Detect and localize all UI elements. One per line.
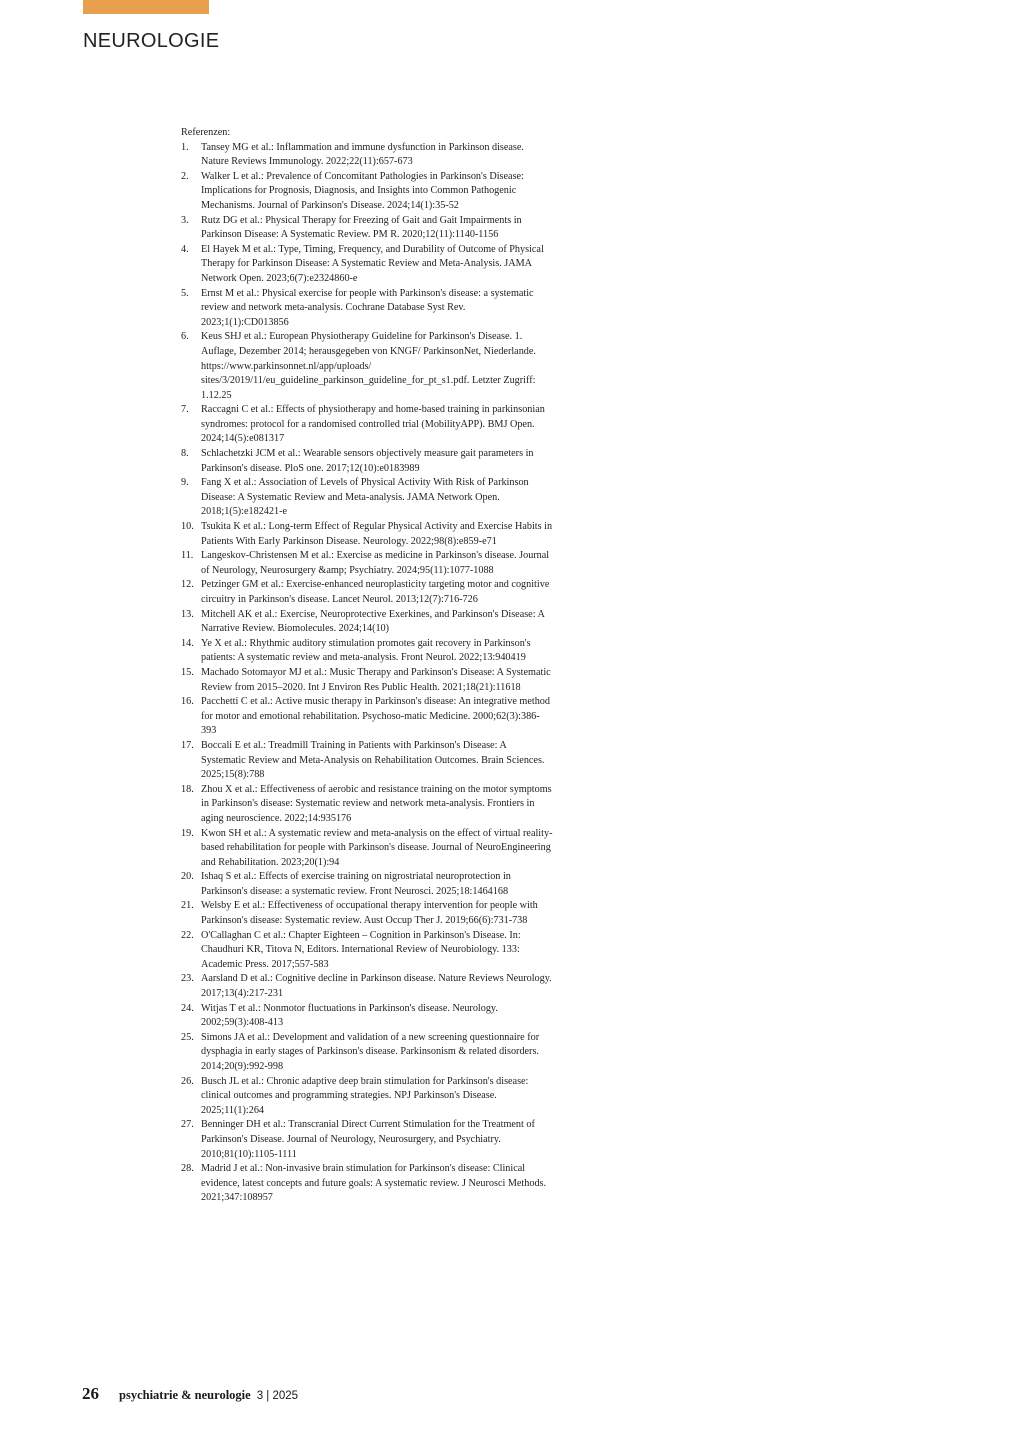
- reference-item: [181, 739, 553, 783]
- reference-item: [181, 695, 553, 739]
- reference-item: [181, 929, 553, 973]
- reference-text: Zhou X et al.: Effectiveness of aerobic and resistance training on the motor symptoms in Parkinson's disease: Systematic review and network meta-analysis. Frontiers in aging neuroscience. 2022;14:935176: [201, 783, 552, 824]
- reference-item: [181, 1118, 553, 1162]
- reference-text: Busch JL et al.: Chronic adaptive deep brain stimulation for Parkinson's disease: clinical outcomes and programming strategies. NPJ Parkinson's Disease. 2025;11(1):264: [201, 1075, 529, 1116]
- journal-name: psychiatrie & neurologie: [119, 1388, 251, 1402]
- reference-text: Simons JA et al.: Development and validation of a new screening questionnaire for dysphagia in early stages of Parkinson's disease. Parkinsonism & related disorders. 2014;20(9):992-998: [201, 1031, 540, 1072]
- reference-number: 16.: [181, 696, 194, 708]
- reference-number: 13.: [181, 608, 194, 620]
- reference-text: El Hayek M et al.: Type, Timing, Frequency, and Durability of Outcome of Physical Therapy for Parkinson Disease: A Systematic Review and Meta-Analysis. JAMA Network Open. 2023;6(7):e2324860-e: [201, 243, 544, 284]
- reference-text: Ye X et al.: Rhythmic auditory stimulation promotes gait recovery in Parkinson's patients: A systematic review and meta-analysis. Front Neurol. 2022;13:940419: [201, 637, 531, 664]
- reference-number: 25.: [181, 1031, 194, 1043]
- reference-item: [181, 1002, 553, 1031]
- reference-number: 7.: [181, 404, 189, 416]
- references-list: [181, 141, 553, 1206]
- page-footer: [82, 1384, 298, 1404]
- reference-number: 9.: [181, 477, 189, 489]
- reference-number: 5.: [181, 287, 189, 299]
- reference-text: Machado Sotomayor MJ et al.: Music Therapy and Parkinson's Disease: A Systematic Review from 2015–2020. Int J Environ Res Public Health. 2021;18(21):11618: [201, 666, 551, 693]
- issue-label: 3 | 2025: [256, 1390, 299, 1402]
- reference-text: Schlachetzki JCM et al.: Wearable sensors objectively measure gait parameters in Parkinson's disease. PloS one. 2017;12(10):e0183989: [201, 448, 534, 474]
- reference-number: 3.: [181, 214, 189, 226]
- reference-text: Keus SHJ et al.: European Physiotherapy Guideline for Parkinson's Disease. 1. Auflage, Dezember 2014; herausgegeben von KNGF/ ParkinsonNet, Niederlande. https://www.parkinsonnet.nl/app/uploads/ sites/3/2019/11/eu_guideline_parkinson_guideline_for_pt_s1.pdf. Letzter Zugriff: 1.12.25: [201, 331, 536, 401]
- reference-text: Boccali E et al.: Treadmill Training in Patients with Parkinson's Disease: A Systematic Review and Meta-Analysis on Rehabilitation Outcomes. Brain Sciences. 2025;15(8):788: [201, 739, 545, 781]
- reference-item: [181, 330, 553, 403]
- reference-number: 19.: [181, 827, 194, 839]
- reference-number: 17.: [181, 739, 194, 751]
- reference-number: 22.: [181, 929, 194, 941]
- reference-item: [181, 243, 553, 287]
- reference-number: 26.: [181, 1075, 194, 1087]
- reference-item: [181, 783, 553, 827]
- reference-number: 6.: [181, 331, 189, 343]
- reference-item: [181, 608, 553, 637]
- reference-item: [181, 870, 553, 899]
- reference-item: [181, 637, 553, 666]
- reference-number: 15.: [181, 666, 194, 678]
- reference-number: 4.: [181, 243, 189, 255]
- reference-text: Walker L et al.: Prevalence of Concomitant Pathologies in Parkinson's Disease: Implications for Prognosis, Diagnosis, and Insights into Common Pathogenic Mechanisms. Journal of Parkinson's Disease. 2024;14(1):35-52: [201, 170, 524, 211]
- reference-text: Aarsland D et al.: Cognitive decline in Parkinson disease. Nature Reviews Neurology. 2017;13(4):217-231: [201, 973, 552, 1000]
- reference-number: 2.: [181, 170, 189, 182]
- reference-number: 21.: [181, 900, 194, 912]
- reference-item: [181, 1162, 553, 1206]
- reference-number: 11.: [181, 550, 194, 562]
- reference-item: [181, 899, 553, 928]
- reference-number: 23.: [181, 973, 194, 985]
- reference-item: [181, 476, 553, 520]
- reference-item: [181, 214, 553, 243]
- reference-text: Witjas T et al.: Nonmotor fluctuations in Parkinson's disease. Neurology. 2002;59(3):408-413: [201, 1002, 498, 1029]
- reference-number: 27.: [181, 1119, 194, 1131]
- reference-text: Fang X et al.: Association of Levels of Physical Activity With Risk of Parkinson Disease: A Systematic Review and Meta-analysis. JAMA Network Open. 2018;1(5):e182421-e: [201, 477, 529, 518]
- reference-text: Benninger DH et al.: Transcranial Direct Current Stimulation for the Treatment of Parkinson's Disease. Journal of Neurology, Neurosurgery, and Psychiatry. 2010;81(10):1105-1111: [201, 1119, 535, 1160]
- reference-number: 1.: [181, 141, 189, 153]
- references-heading: Referenzen:: [181, 127, 231, 138]
- reference-number: 8.: [181, 448, 189, 460]
- reference-item: [181, 403, 553, 447]
- reference-item: [181, 972, 553, 1001]
- reference-text: Pacchetti C et al.: Active music therapy in Parkinson's disease: An integrative method for motor and emotional rehabilitation. Psychoso-matic Medicine. 2000;62(3):386-393: [201, 696, 550, 737]
- reference-text: Langeskov-Christensen M et al.: Exercise as medicine in Parkinson's disease. Journal of Neurology, Neurosurgery &amp; Psychiatry. 2024;95(11):1077-1088: [201, 550, 550, 576]
- reference-text: Tsukita K et al.: Long-term Effect of Regular Physical Activity and Exercise Habits in Patients With Early Parkinson Disease. Neurology. 2022;98(8):e859-e71: [201, 521, 553, 547]
- reference-item: [181, 666, 553, 695]
- reference-number: 18.: [181, 783, 194, 795]
- reference-text: Kwon SH et al.: A systematic review and meta-analysis on the effect of virtual reality-based rehabilitation for people with Parkinson's disease. Journal of NeuroEngineering and Rehabilitation. 2023;20(1):94: [201, 827, 553, 868]
- reference-number: 28.: [181, 1163, 194, 1175]
- reference-item: [181, 578, 553, 607]
- reference-item: [181, 287, 553, 331]
- reference-item: [181, 520, 553, 549]
- reference-number: 14.: [181, 637, 194, 649]
- reference-text: Raccagni C et al.: Effects of physiotherapy and home-based training in parkinsonian syndromes: protocol for a randomised controlled trial (MobilityAPP). BMJ Open. 2024;14(5):e081317: [201, 404, 545, 445]
- reference-text: Ernst M et al.: Physical exercise for people with Parkinson's disease: a systematic review and network meta-analysis. Cochrane Database Syst Rev. 2023;1(1):CD013856: [201, 287, 534, 328]
- accent-bar: [83, 0, 209, 14]
- reference-number: 20.: [181, 871, 194, 883]
- reference-item: [181, 141, 553, 170]
- reference-text: Tansey MG et al.: Inflammation and immune dysfunction in Parkinson disease. Nature Reviews Immunology. 2022;22(11):657-673: [201, 141, 524, 168]
- references-section: [181, 126, 553, 1206]
- reference-text: Welsby E et al.: Effectiveness of occupational therapy intervention for people with Parkinson's disease: Systematic review. Aust Occup Ther J. 2019;66(6):731-738: [201, 900, 538, 927]
- reference-text: Mitchell AK et al.: Exercise, Neuroprotective Exerkines, and Parkinson's Disease: A Narrative Review. Biomolecules. 2024;14(10): [201, 608, 545, 635]
- reference-item: [181, 549, 553, 578]
- reference-number: 24.: [181, 1002, 194, 1014]
- reference-number: 10.: [181, 521, 194, 533]
- reference-text: Madrid J et al.: Non-invasive brain stimulation for Parkinson's disease: Clinical evidence, latest concepts and future goals: A systematic review. J Neurosci Methods. 2021;347:108957: [201, 1163, 547, 1204]
- reference-item: [181, 827, 553, 871]
- reference-number: 12.: [181, 579, 194, 591]
- page-number: 26: [82, 1384, 99, 1403]
- reference-text: Petzinger GM et al.: Exercise-enhanced neuroplasticity targeting motor and cognitive circuitry in Parkinson's disease. Lancet Neurol. 2013;12(7):716-726: [201, 579, 550, 605]
- reference-item: [181, 170, 553, 214]
- reference-text: Ishaq S et al.: Effects of exercise training on nigrostriatal neuroprotection in Parkinson's disease: a systematic review. Front Neurosci. 2025;18:1464168: [201, 871, 511, 897]
- reference-item: [181, 1075, 553, 1119]
- reference-text: Rutz DG et al.: Physical Therapy for Freezing of Gait and Gait Impairments in Parkinson Disease: A Systematic Review. PM R. 2020;12(11):1140-1156: [201, 214, 522, 241]
- reference-text: O'Callaghan C et al.: Chapter Eighteen – Cognition in Parkinson's Disease. In: Chaudhuri KR, Titova N, Editors. International Review of Neurobiology. 133: Academic Press. 2017;557-583: [201, 929, 521, 970]
- reference-item: [181, 1031, 553, 1075]
- section-title: NEUROLOGIE: [83, 30, 220, 52]
- reference-item: [181, 447, 553, 476]
